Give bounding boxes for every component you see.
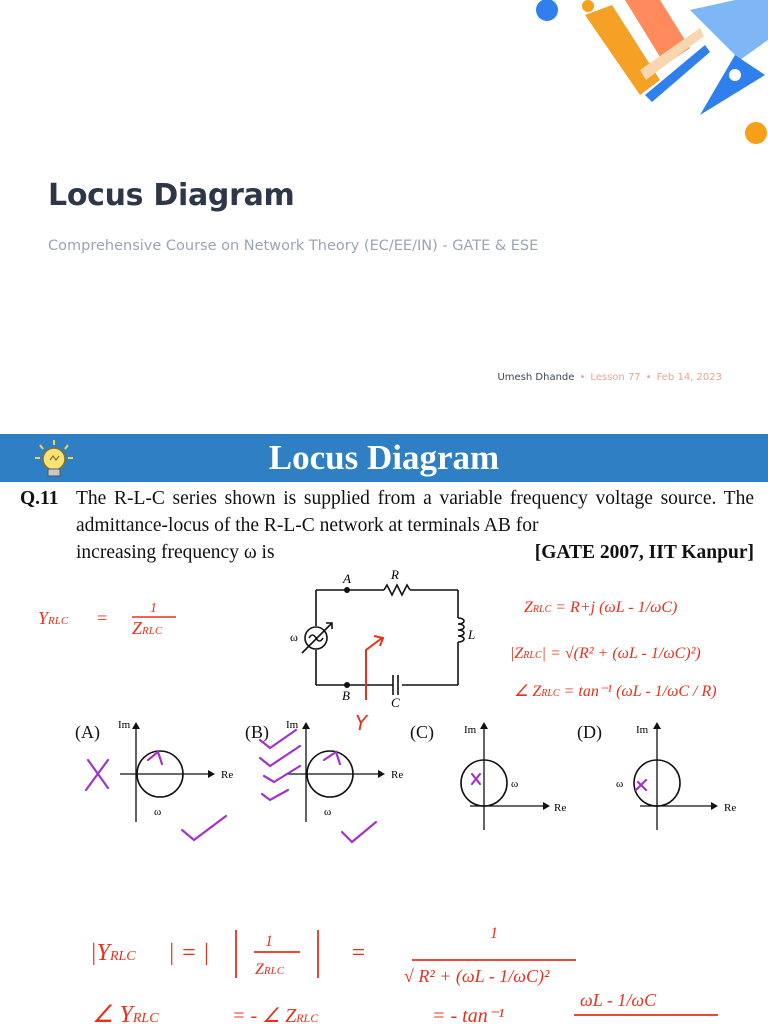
svg-text:(B): (B) [245, 722, 269, 742]
svg-text:Re: Re [554, 802, 567, 814]
ang-y-frac: ωL - 1/ωC [580, 990, 657, 1010]
svg-text:Im: Im [636, 724, 649, 736]
handwritten-solution [0, 870, 768, 1024]
question-source: [GATE 2007, IIT Kanpur] [534, 542, 754, 563]
svg-text:Re: Re [391, 769, 404, 781]
slide-title: Locus Diagram [268, 438, 500, 477]
mag-y-eq: | = | [168, 940, 210, 966]
author-name: Umesh Dhande [497, 372, 575, 383]
orange-dot-decoration [582, 0, 594, 12]
option-b [245, 719, 403, 822]
admittance-arrow [366, 636, 383, 700]
z-rlc-angle: ∠ ZRLC = tan⁻¹ (ωL - 1/ωC / R) [514, 683, 717, 700]
lesson-cover [0, 0, 768, 430]
svg-text:ω: ω [616, 778, 624, 790]
question-figure [0, 430, 768, 851]
orange-dot-decoration-2 [745, 122, 767, 144]
svg-text:ω: ω [154, 806, 162, 818]
y-eq-sign: = [96, 608, 109, 628]
svg-text:Re: Re [724, 802, 737, 814]
lesson-date: Feb 14, 2023 [656, 372, 722, 383]
page-title: Locus Diagram [48, 178, 295, 213]
y-rlc-symbol: YRLC [38, 608, 69, 628]
y-frac-num: 1 [150, 601, 157, 616]
svg-text:Im: Im [464, 724, 477, 736]
node-b-label: B [342, 688, 350, 703]
ang-y-mid: = - ∠ ZRLC [232, 1005, 319, 1024]
mag-y-rhs-den: √ R² + (ωL - 1/ωC)² [404, 966, 550, 986]
ang-y-end: = - tan⁻¹ [432, 1005, 505, 1024]
lesson-number: Lesson 77 [590, 372, 641, 383]
course-subtitle: Comprehensive Course on Network Theory (EC/EE/IN) - GATE & ESE [48, 238, 539, 254]
option-a [75, 719, 233, 822]
lesson-meta: Umesh Dhande • Lesson 77 • Feb 14, 2023 [497, 372, 722, 383]
decorative-stationery-art [0, 0, 768, 180]
svg-text:ω: ω [511, 778, 519, 790]
svg-text:ω: ω [324, 806, 332, 818]
svg-text:(A): (A) [75, 722, 100, 742]
purple-ink-marks [86, 730, 646, 842]
capacitor-label: C [391, 695, 400, 710]
svg-text:Im: Im [118, 719, 131, 731]
mag-y-eq-2: = [350, 940, 367, 966]
mag-y-frac-num: 1 [265, 933, 273, 950]
svg-text:Re: Re [221, 769, 234, 781]
y-frac-den: ZRLC [132, 618, 163, 638]
svg-text:(D): (D) [577, 722, 602, 742]
resistor-label: R [391, 567, 399, 582]
source-omega-label: ω [290, 630, 298, 644]
mag-y-rhs-num: 1 [490, 925, 498, 942]
y-mark: Y [355, 711, 368, 735]
ang-y-lhs: ∠ YRLC [92, 1002, 159, 1024]
blue-dot-decoration [536, 0, 558, 21]
svg-text:(C): (C) [410, 722, 434, 742]
z-rlc-definition: ZRLC = R+j (ωL - 1/ωC) [524, 599, 678, 616]
node-a-label: A [343, 571, 351, 586]
svg-text:Im: Im [286, 719, 299, 731]
mag-y-lhs: |YRLC [90, 940, 136, 966]
inductor-label: L [468, 627, 476, 642]
option-c [410, 722, 566, 830]
mag-y-frac-den: ZRLC [255, 961, 285, 978]
z-rlc-magnitude: |ZRLC| = √(R² + (ωL - 1/ωC)²) [510, 645, 701, 662]
question-text: The R-L-C series shown is supplied from a variable frequency voltage source. The admittance-locus of the R-L-C network at terminals AB for increasing frequency ω is [GATE 2007, IIT Kanpur] [76, 485, 754, 566]
option-d [577, 722, 736, 830]
question-number: Q.11 [20, 488, 59, 509]
lecture-slide [0, 430, 768, 1024]
